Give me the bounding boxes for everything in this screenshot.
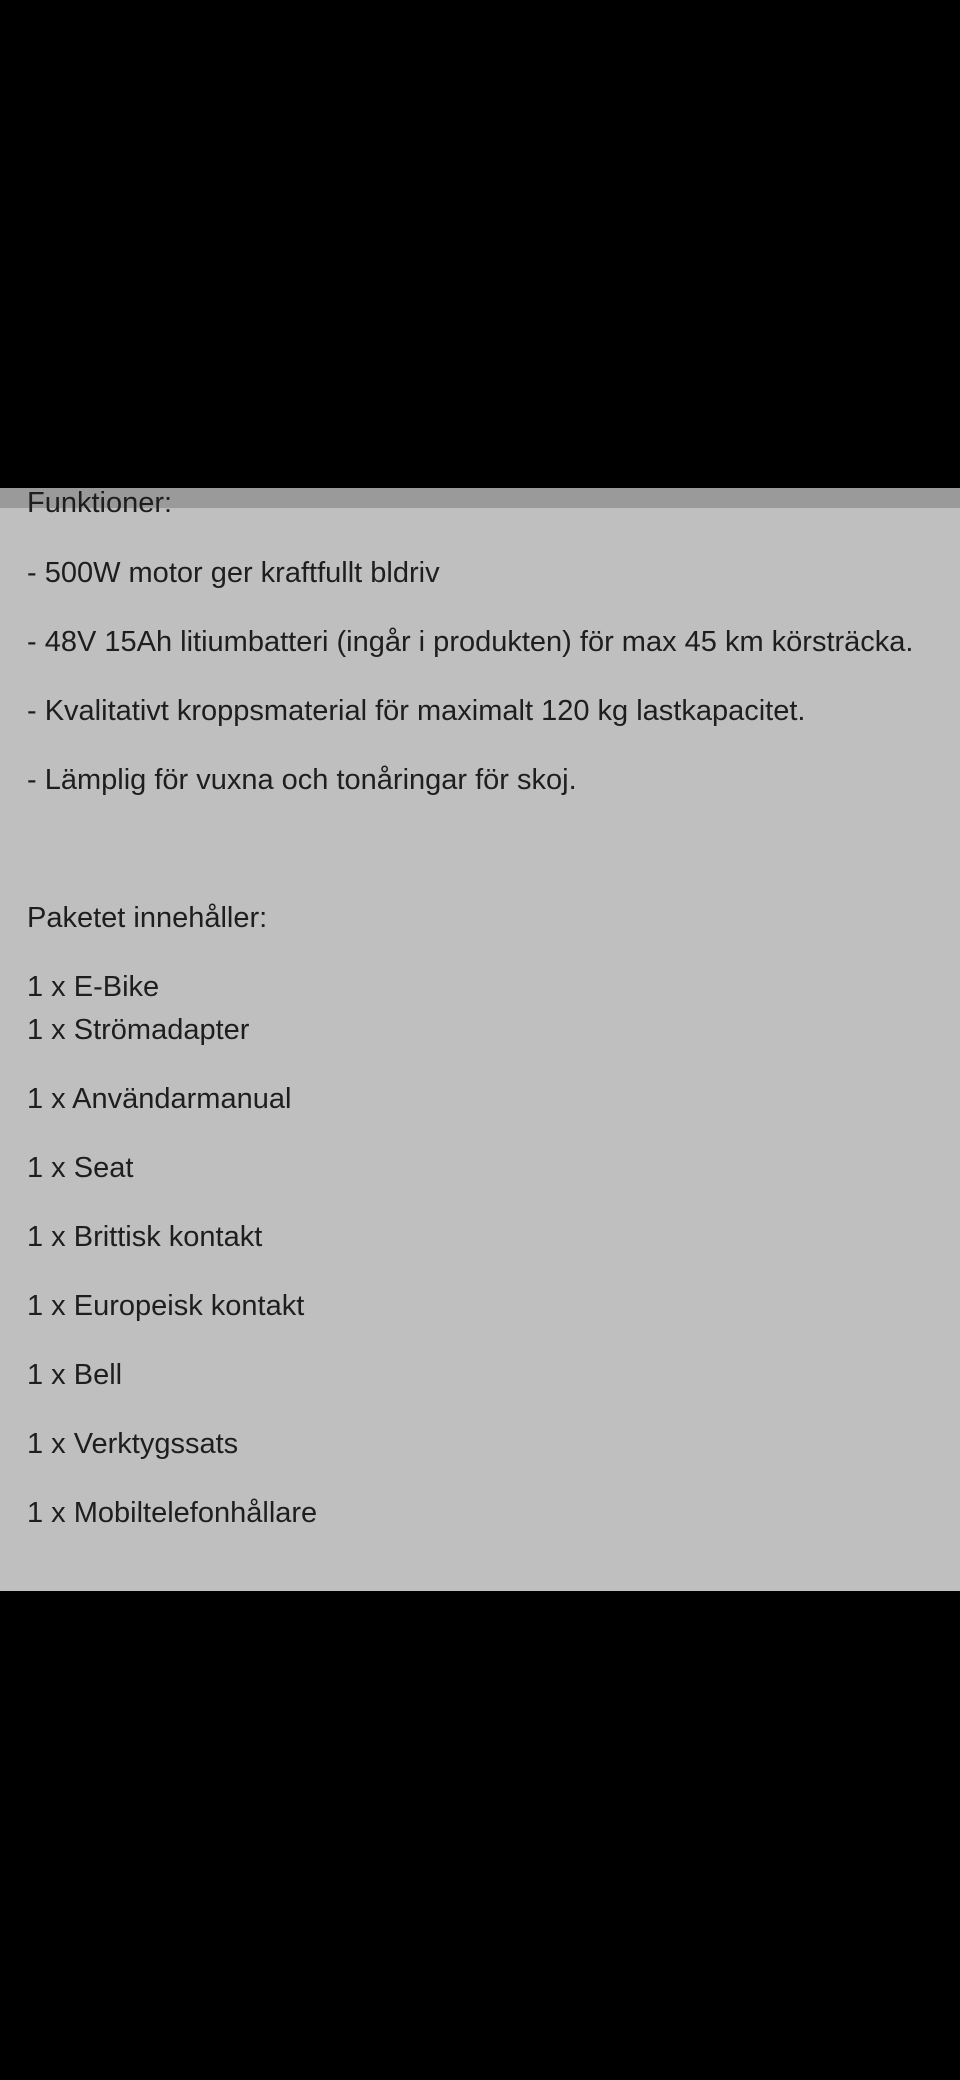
feature-item-material: - Kvalitativt kroppsmaterial för maximalt 120 kg lastkapacitet. <box>27 695 806 727</box>
feature-item-motor: - 500W motor ger kraftfullt bldriv <box>27 557 440 589</box>
package-item-bell: 1 x Bell <box>27 1359 123 1391</box>
package-item-manual: 1 x Användarmanual <box>27 1083 292 1115</box>
package-item-phone-holder: 1 x Mobiltelefonhållare <box>27 1497 318 1529</box>
feature-item-battery: - 48V 15Ah litiumbatteri (ingår i produkten) för max 45 km körsträcka. <box>27 626 914 658</box>
package-item-uk-plug: 1 x Brittisk kontakt <box>27 1221 263 1253</box>
package-item-seat: 1 x Seat <box>27 1152 134 1184</box>
package-heading: Paketet innehåller: <box>27 902 268 934</box>
package-item-adapter: 1 x Strömadapter <box>27 1014 250 1046</box>
package-item-toolkit: 1 x Verktygssats <box>27 1428 239 1460</box>
package-item-eu-plug: 1 x Europeisk kontakt <box>27 1290 305 1322</box>
feature-item-suitable: - Lämplig för vuxna och tonåringar för skoj. <box>27 764 577 796</box>
bottom-letterbox <box>0 1591 960 2080</box>
features-heading: Funktioner: <box>27 488 173 519</box>
package-item-ebike: 1 x E-Bike <box>27 971 160 1003</box>
top-letterbox <box>0 0 960 488</box>
product-description-image <box>0 488 960 1591</box>
